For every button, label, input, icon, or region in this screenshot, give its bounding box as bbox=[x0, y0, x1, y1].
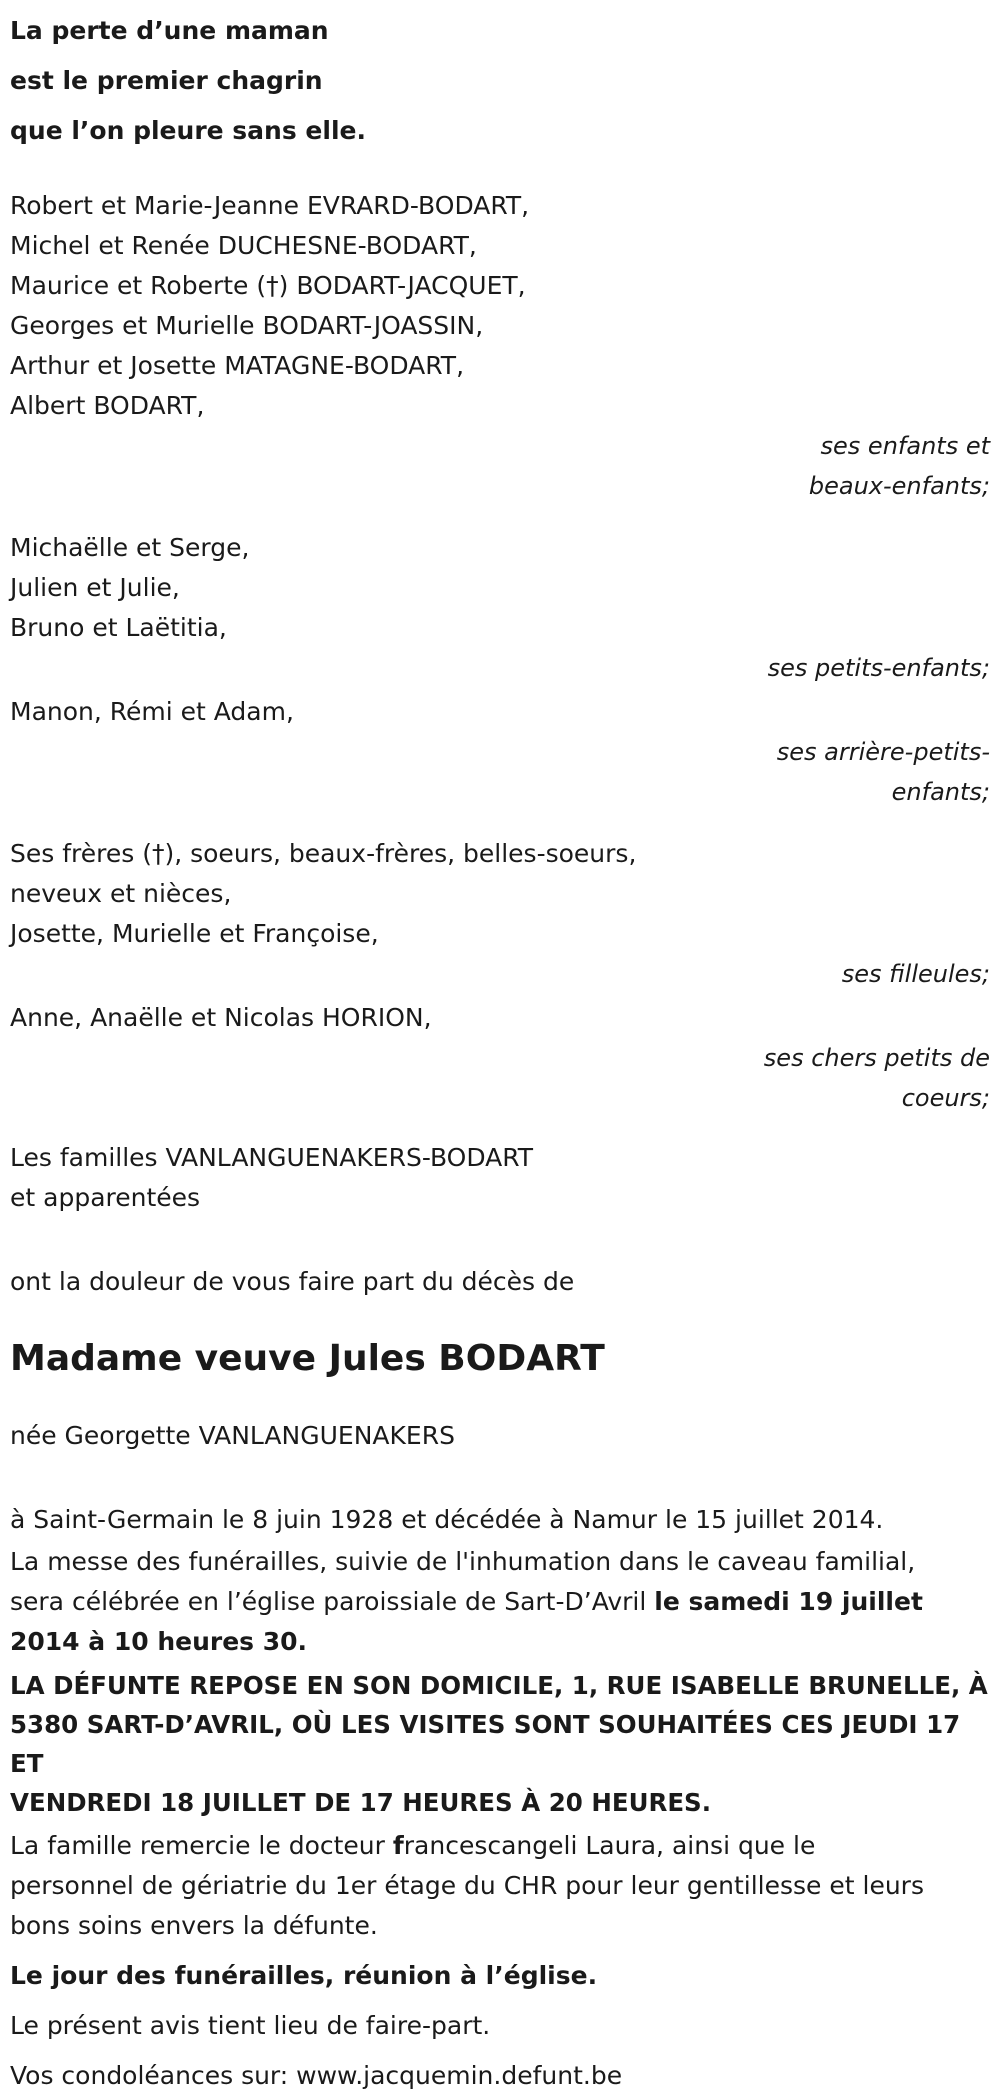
mass-line-text: sera célébrée en l’église paroissiale de Sart-D’Avril bbox=[10, 1587, 655, 1616]
announcement: ont la douleur de vous faire part du décès de bbox=[10, 1267, 575, 1296]
deceased-name: Madame veuve Jules BODART bbox=[10, 1338, 605, 1379]
epigraph-line: est le premier chagrin bbox=[10, 66, 323, 95]
mass-date: le samedi 19 juillet bbox=[654, 1587, 923, 1616]
repose-line: LA DÉFUNTE REPOSE EN SON DOMICILE, 1, RUE ISABELLE BRUNELLE, À bbox=[10, 1671, 988, 1700]
sibling-line: Ses frères (†), soeurs, beaux-frères, belles-soeurs, bbox=[10, 839, 637, 868]
thanks-line: personnel de gériatrie du 1er étage du CHR pour leur gentillesse et leurs bbox=[10, 1871, 924, 1900]
hearts-relation bbox=[10, 1038, 990, 1118]
children-list bbox=[10, 186, 990, 426]
relation-line: ses enfants et bbox=[820, 432, 990, 460]
birth-death: à Saint-Germain le 8 juin 1928 et décédée à Namur le 15 juillet 2014. bbox=[10, 1505, 884, 1534]
child-line: Georges et Murielle BODART-JOASSIN, bbox=[10, 311, 484, 340]
relation-line: ses chers petits de bbox=[763, 1044, 990, 1072]
great-grandchildren-list bbox=[10, 692, 990, 732]
relation-line: ses petits-enfants; bbox=[767, 654, 990, 682]
relation-line: enfants; bbox=[891, 778, 990, 806]
maiden-name: née Georgette VANLANGUENAKERS bbox=[10, 1421, 455, 1450]
siblings-list bbox=[10, 834, 990, 954]
child-line: Maurice et Roberte (†) BODART-JACQUET, bbox=[10, 271, 526, 300]
child-line: Arthur et Josette MATAGNE-BODART, bbox=[10, 351, 465, 380]
obituary-content bbox=[10, 6, 990, 2096]
grandchild-line: Michaëlle et Serge, bbox=[10, 533, 250, 562]
mass-line: La messe des funérailles, suivie de l'inhumation dans le caveau familial, bbox=[10, 1547, 916, 1576]
relation-line: coeurs; bbox=[901, 1084, 990, 1112]
sibling-line: Josette, Murielle et Françoise, bbox=[10, 919, 379, 948]
child-line: Albert BODART, bbox=[10, 391, 205, 420]
mass-paragraph bbox=[10, 1542, 990, 1662]
family-line: Les familles VANLANGUENAKERS-BODART bbox=[10, 1143, 534, 1172]
hearts-line: Anne, Anaëlle et Nicolas HORION, bbox=[10, 1003, 432, 1032]
thanks-line bbox=[10, 1826, 990, 1866]
great-grandchild-line: Manon, Rémi et Adam, bbox=[10, 697, 294, 726]
condolences: Vos condoléances sur: www.jacquemin.defunt.be bbox=[10, 2061, 623, 2090]
thanks-text: rancescangeli Laura, ainsi que le bbox=[403, 1831, 816, 1860]
family-line: et apparentées bbox=[10, 1183, 201, 1212]
grandchild-line: Julien et Julie, bbox=[10, 573, 180, 602]
hearts-list bbox=[10, 998, 990, 1038]
epigraph-line: que l’on pleure sans elle. bbox=[10, 116, 366, 145]
children-relation bbox=[10, 426, 990, 506]
thanks-initial: f bbox=[392, 1831, 404, 1860]
grandchild-line: Bruno et Laëtitia, bbox=[10, 613, 227, 642]
relation-line: beaux-enfants; bbox=[808, 472, 990, 500]
mass-line bbox=[10, 1582, 990, 1622]
repose-line: 5380 SART-D’AVRIL, OÙ LES VISITES SONT SOUHAITÉES CES JEUDI 17 ET bbox=[10, 1710, 961, 1778]
goddaughters-relation bbox=[10, 954, 990, 994]
repose-line: VENDREDI 18 JUILLET DE 17 HEURES À 20 HEURES. bbox=[10, 1788, 712, 1817]
notice: Le présent avis tient lieu de faire-part. bbox=[10, 2011, 491, 2040]
relation-line: ses arrière-petits- bbox=[776, 738, 990, 766]
epigraph-line: La perte d’une maman bbox=[10, 16, 329, 45]
grandchildren-relation bbox=[10, 648, 990, 688]
thanks-paragraph bbox=[10, 1826, 990, 1946]
families-list bbox=[10, 1138, 990, 1218]
grandchildren-list bbox=[10, 528, 990, 648]
epigraph bbox=[10, 6, 990, 156]
great-grandchildren-relation bbox=[10, 732, 990, 812]
thanks-text: La famille remercie le docteur bbox=[10, 1831, 393, 1860]
relation-line: ses filleules; bbox=[841, 960, 990, 988]
child-line: Robert et Marie-Jeanne EVRARD-BODART, bbox=[10, 191, 530, 220]
repose-paragraph bbox=[10, 1666, 990, 1822]
sibling-line: neveux et nièces, bbox=[10, 879, 232, 908]
meeting: Le jour des funérailles, réunion à l’église. bbox=[10, 1961, 598, 1990]
thanks-line: bons soins envers la défunte. bbox=[10, 1911, 378, 1940]
mass-time: 2014 à 10 heures 30. bbox=[10, 1627, 308, 1656]
child-line: Michel et Renée DUCHESNE-BODART, bbox=[10, 231, 477, 260]
